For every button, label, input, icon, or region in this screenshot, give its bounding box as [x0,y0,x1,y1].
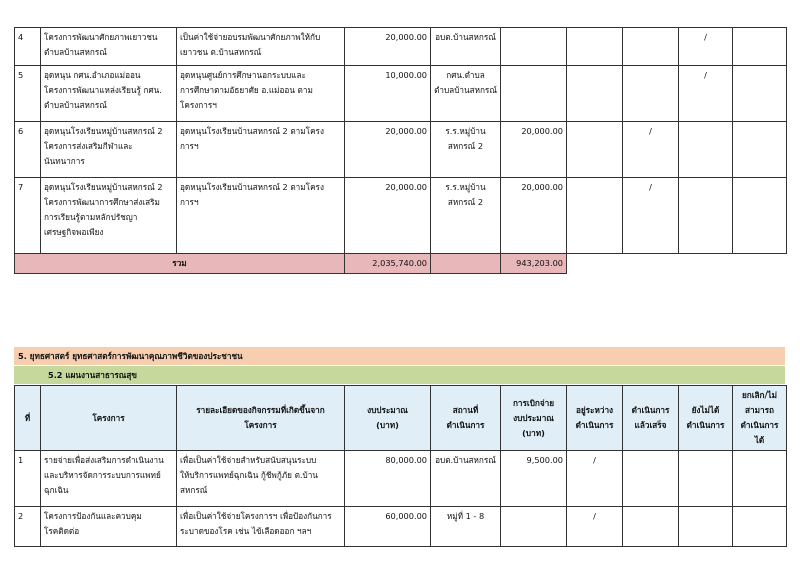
header-disbursed: การเบิกจ่าย งบประมาณ (บาท) [501,386,567,451]
sub-heading: 5.2 แผนงานสาธารณสุข [14,366,785,384]
header-place: สถานที่ ดำเนินการ [431,386,501,451]
row-detail: เพื่อเป็นค่าใช้จ่ายโครงการฯ เพื่อป้องกันการ ระบาดของโรค เช่น ไข้เลือดออก ฯลฯ [177,507,345,547]
row-budget: 20,000.00 [345,28,431,66]
row-status-not-started: / [679,66,733,122]
top-table [14,27,787,274]
row-disbursed: 9,500.00 [501,451,567,507]
row-status-done [623,507,679,547]
row-no: 6 [15,122,41,178]
table-row [15,122,787,178]
header-status-done: ดำเนินการ แล้วเสร็จ [623,386,679,451]
row-budget: 80,000.00 [345,451,431,507]
row-place: อบต.บ้านสหกรณ์ [431,451,501,507]
row-status-in-progress [567,66,623,122]
row-status-in-progress: / [567,507,623,547]
row-status-in-progress [567,178,623,254]
row-project: อุดหนุน กศน.อำเภอแม่ออน โครงการพัฒนาแหล่งเรียนรู้ กศน. ตำบลบ้านสหกรณ์ [41,66,177,122]
row-budget: 20,000.00 [345,178,431,254]
row-status-cancelled [733,28,787,66]
row-status-not-started [679,507,733,547]
row-no: 1 [15,451,41,507]
row-project: โครงการพัฒนาศักยภาพเยาวชน ตำบลบ้านสหกรณ์ [41,28,177,66]
row-status-in-progress [567,122,623,178]
row-status-not-started [679,451,733,507]
row-status-cancelled [733,178,787,254]
row-no: 2 [15,507,41,547]
table-row [15,28,787,66]
row-status-in-progress [567,28,623,66]
row-project: รายจ่ายเพื่อส่งเสริมการดำเนินงาน และบริหารจัดการระบบการแพทย์ ฉุกเฉิน [41,451,177,507]
row-status-not-started [679,178,733,254]
row-status-not-started [679,122,733,178]
row-detail: เพื่อเป็นค่าใช้จ่ายสำหรับสนับสนุนระบบ ให้บริการแพทย์ฉุกเฉิน กู้ชีพกู้ภัย ต.บ้าน สหกรณ์ [177,451,345,507]
header-detail: รายละเอียดของกิจกรรมที่เกิดขึ้นจาก โครงการ [177,386,345,451]
header-project: โครงการ [41,386,177,451]
row-budget: 20,000.00 [345,122,431,178]
row-budget: 10,000.00 [345,66,431,122]
row-status-not-started: / [679,28,733,66]
section-heading: 5. ยุทธศาสตร์ ยุทธศาสตร์การพัฒนาคุณภาพชีวิตของประชาชน [14,347,785,365]
row-place: อบต.บ้านสหกรณ์ [431,28,501,66]
row-project: อุดหนุนโรงเรียนหมู่บ้านสหกรณ์ 2 โครงการพัฒนาการศึกษาส่งเสริม การเรียนรู้ตามหลักปรัชญา เศรษฐกิจพอเพียง [41,178,177,254]
header-status-not-started: ยังไม่ได้ ดำเนินการ [679,386,733,451]
row-no: 4 [15,28,41,66]
header-status-cancelled: ยกเลิก/ไม่ สามารถ ดำเนินการได้ [733,386,787,451]
row-status-cancelled [733,122,787,178]
row-status-in-progress: / [567,451,623,507]
row-detail: อุดหนุนศูนย์การศึกษานอกระบบและ การศึกษาตามอัธยาศัย อ.แม่ออน ตาม โครงการฯ [177,66,345,122]
row-place: หมู่ที่ 1 - 8 [431,507,501,547]
row-disbursed [501,66,567,122]
table-row [15,66,787,122]
row-disbursed [501,507,567,547]
row-no: 5 [15,66,41,122]
header-no: ที่ [15,386,41,451]
row-budget: 60,000.00 [345,507,431,547]
row-project: อุดหนุนโรงเรียนหมู่บ้านสหกรณ์ 2 โครงการส่งเสริมกีฬาและนันทนาการ [41,122,177,178]
row-status-done [623,451,679,507]
row-status-done [623,66,679,122]
row-detail: เป็นค่าใช้จ่ายอบรมพัฒนาศักยภาพให้กับ เยาวชน ต.บ้านสหกรณ์ [177,28,345,66]
row-place: ร.ร.หมู่บ้าน สหกรณ์ 2 [431,122,501,178]
row-detail: อุดหนุนโรงเรียนบ้านสหกรณ์ 2 ตามโครงการฯ [177,122,345,178]
row-disbursed: 20,000.00 [501,178,567,254]
row-place: ร.ร.หมู่บ้าน สหกรณ์ 2 [431,178,501,254]
table-row [15,178,787,254]
row-status-cancelled [733,451,787,507]
total-row [15,254,787,274]
table-row [15,507,787,547]
bottom-table [14,385,787,547]
header-budget: งบประมาณ (บาท) [345,386,431,451]
row-disbursed [501,28,567,66]
total-budget: 2,035,740.00 [345,254,431,274]
row-status-cancelled [733,507,787,547]
total-label: รวม [15,254,345,274]
total-disbursed: 943,203.00 [501,254,567,274]
table-row [15,451,787,507]
row-status-done: / [623,178,679,254]
row-status-done: / [623,122,679,178]
row-disbursed: 20,000.00 [501,122,567,178]
row-status-done [623,28,679,66]
header-row [15,386,787,451]
row-detail: อุดหนุนโรงเรียนบ้านสหกรณ์ 2 ตามโครงการฯ [177,178,345,254]
row-no: 7 [15,178,41,254]
row-status-cancelled [733,66,787,122]
header-status-in-progress: อยู่ระหว่าง ดำเนินการ [567,386,623,451]
row-place: กศน.ตำบล ตำบลบ้านสหกรณ์ [431,66,501,122]
row-project: โครงการป้องกันและควบคุม โรคติดต่อ [41,507,177,547]
